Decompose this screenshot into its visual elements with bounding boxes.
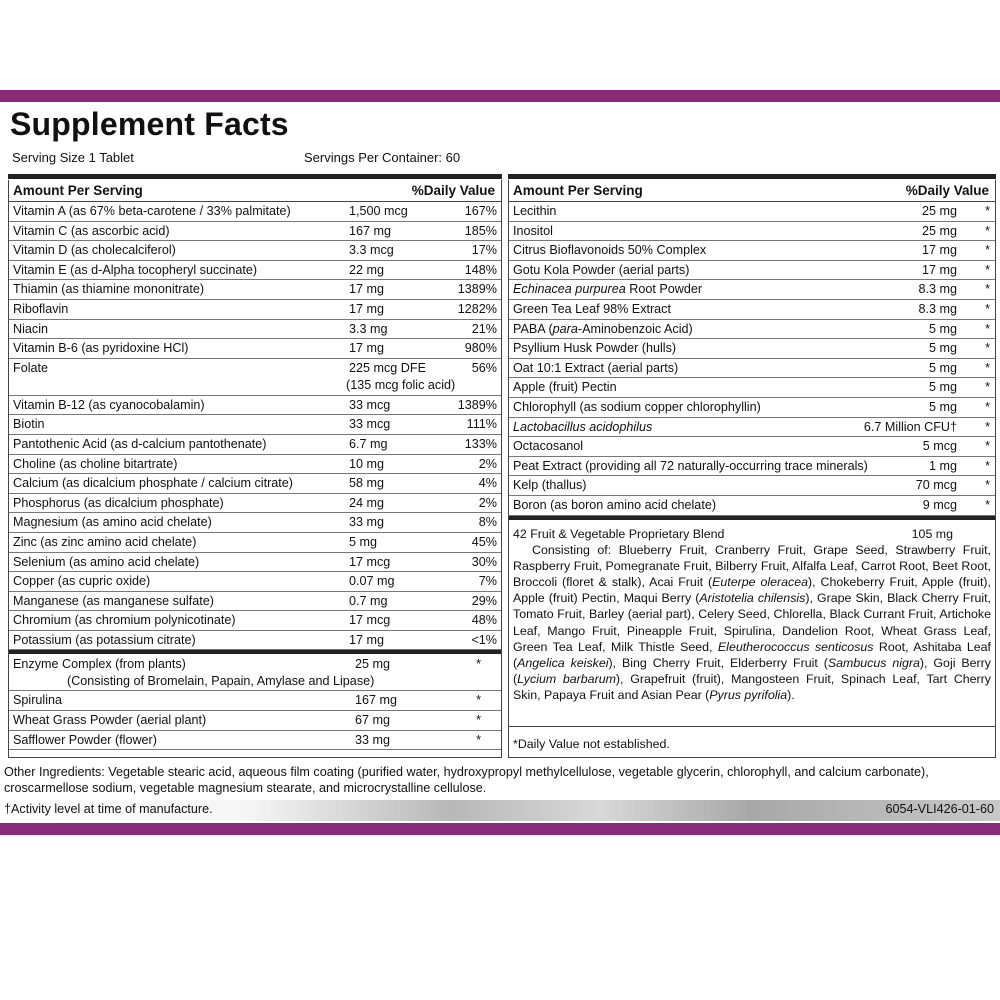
nutrient-dv: * bbox=[985, 321, 990, 336]
nutrient-name: PABA (para-Aminobenzoic Acid) bbox=[513, 321, 693, 336]
nutrient-dv: * bbox=[985, 439, 990, 454]
table-row bbox=[9, 222, 501, 242]
nutrient-name: Magnesium (as amino acid chelate) bbox=[13, 515, 212, 530]
table-row bbox=[509, 222, 995, 242]
nutrient-dv: 148% bbox=[464, 262, 497, 277]
table-row bbox=[9, 339, 501, 359]
table-row bbox=[9, 731, 501, 751]
blend-name: 42 Fruit & Vegetable Proprietary Blend bbox=[513, 526, 725, 541]
nutrient-amount: 8.3 mg bbox=[918, 301, 957, 316]
nutrient-sub-text: (Consisting of Bromelain, Papain, Amylase and Lipase) bbox=[67, 674, 375, 689]
nutrient-dv: * bbox=[985, 419, 990, 434]
nutrient-name: Apple (fruit) Pectin bbox=[513, 380, 617, 395]
table-row bbox=[509, 457, 995, 477]
nutrient-name: Copper (as cupric oxide) bbox=[13, 574, 151, 589]
nutrient-dv: * bbox=[476, 657, 481, 672]
nutrient-name: Niacin bbox=[13, 321, 48, 336]
nutrient-amount: 167 mg bbox=[349, 223, 392, 238]
nutrient-amount: 5 mcg bbox=[922, 439, 957, 454]
table-row bbox=[9, 359, 501, 396]
nutrient-name: Gotu Kola Powder (aerial parts) bbox=[513, 262, 690, 277]
nutrient-amount: 17 mcg bbox=[349, 613, 391, 628]
nutrient-amount: 58 mg bbox=[349, 476, 385, 491]
blend-amount: 105 mg bbox=[911, 526, 953, 541]
activity-note: †Activity level at time of manufacture. bbox=[4, 802, 213, 816]
page-title: Supplement Facts bbox=[10, 106, 289, 142]
table-row bbox=[509, 339, 995, 359]
nutrient-dv: * bbox=[985, 301, 990, 316]
nutrient-dv: * bbox=[476, 693, 481, 708]
nutrient-name: Choline (as choline bitartrate) bbox=[13, 456, 178, 471]
nutrient-dv: 17% bbox=[471, 243, 497, 258]
nutrient-amount: 17 mg bbox=[349, 301, 385, 316]
divider-right bbox=[508, 174, 996, 179]
table-row bbox=[9, 494, 501, 514]
table-row bbox=[9, 396, 501, 416]
nutrient-dv: * bbox=[985, 204, 990, 218]
nutrient-amount: 22 mg bbox=[349, 262, 385, 277]
table-header bbox=[9, 180, 501, 202]
nutrient-dv: * bbox=[985, 243, 990, 258]
nutrient-dv: 111% bbox=[466, 417, 497, 432]
table-row bbox=[509, 496, 995, 516]
nutrient-dv: * bbox=[985, 341, 990, 356]
nutrient-dv: 8% bbox=[478, 515, 497, 530]
nutrient-name: Oat 10:1 Extract (aerial parts) bbox=[513, 360, 679, 375]
nutrient-name: Safflower Powder (flower) bbox=[13, 732, 157, 747]
nutrient-name: Echinacea purpurea Root Powder bbox=[513, 282, 703, 297]
table-row bbox=[9, 415, 501, 435]
nutrient-amount: 17 mg bbox=[349, 632, 385, 647]
nutrient-name: Chlorophyll (as sodium copper chlorophyllin) bbox=[513, 399, 761, 414]
nutrient-amount: 6.7 mg bbox=[349, 436, 388, 451]
nutrient-table-left bbox=[8, 180, 502, 758]
table-row bbox=[9, 474, 501, 494]
table-row bbox=[509, 418, 995, 438]
serving-size: Serving Size 1 Tablet bbox=[12, 150, 134, 165]
nutrient-name: Wheat Grass Powder (aerial plant) bbox=[13, 713, 207, 728]
table-row bbox=[9, 654, 501, 691]
table-row bbox=[509, 300, 995, 320]
table-row bbox=[9, 611, 501, 631]
top-accent-bar bbox=[0, 90, 1000, 102]
nutrient-dv: 45% bbox=[471, 534, 497, 549]
nutrient-name: Lecithin bbox=[513, 204, 557, 218]
nutrient-name: Vitamin C (as ascorbic acid) bbox=[13, 223, 170, 238]
nutrient-amount: 9 mcg bbox=[922, 497, 957, 512]
nutrient-name: Biotin bbox=[13, 417, 45, 432]
nutrient-amount: 5 mg bbox=[349, 534, 377, 549]
table-row bbox=[9, 572, 501, 592]
table-row bbox=[509, 378, 995, 398]
table-row bbox=[9, 711, 501, 731]
header-amount: Amount Per Serving bbox=[513, 183, 643, 198]
nutrient-dv: 4% bbox=[478, 476, 497, 491]
table-row bbox=[509, 280, 995, 300]
nutrient-amount: 1 mg bbox=[929, 458, 957, 473]
nutrient-sub-amount: (135 mcg folic acid) bbox=[346, 377, 456, 392]
table-row bbox=[509, 437, 995, 457]
table-row bbox=[9, 202, 501, 222]
nutrient-dv: 2% bbox=[478, 495, 497, 510]
nutrient-amount: 1,500 mcg bbox=[349, 204, 408, 218]
nutrient-name: Manganese (as manganese sulfate) bbox=[13, 593, 214, 608]
nutrient-amount: 67 mg bbox=[355, 713, 391, 728]
table-row bbox=[509, 202, 995, 222]
nutrient-name: Zinc (as zinc amino acid chelate) bbox=[13, 534, 197, 549]
nutrient-name: Vitamin E (as d-Alpha tocopheryl succinate) bbox=[13, 262, 258, 277]
table-row bbox=[509, 476, 995, 496]
servings-per-container: Servings Per Container: 60 bbox=[304, 150, 461, 165]
nutrient-dv: * bbox=[985, 223, 990, 238]
nutrient-dv: 167% bbox=[464, 204, 497, 218]
nutrient-amount: 17 mcg bbox=[349, 554, 391, 569]
nutrient-amount: 6.7 Million CFU† bbox=[863, 419, 957, 434]
table-row bbox=[9, 513, 501, 533]
nutrient-dv: 56% bbox=[471, 360, 497, 375]
nutrient-dv: 29% bbox=[471, 593, 497, 608]
nutrient-name: Riboflavin bbox=[13, 301, 69, 316]
nutrient-dv: 980% bbox=[464, 341, 497, 356]
nutrient-dv: 21% bbox=[471, 321, 497, 336]
nutrient-dv: 133% bbox=[464, 436, 497, 451]
nutrient-dv: * bbox=[985, 262, 990, 277]
nutrient-name: Citrus Bioflavonoids 50% Complex bbox=[513, 243, 707, 258]
proprietary-blend bbox=[509, 520, 995, 704]
nutrient-name: Spirulina bbox=[13, 693, 63, 708]
nutrient-name: Peat Extract (providing all 72 naturally-occurring trace minerals) bbox=[513, 458, 868, 473]
nutrient-dv: 7% bbox=[478, 574, 497, 589]
nutrient-name: Chromium (as chromium polynicotinate) bbox=[13, 613, 236, 628]
table-row bbox=[9, 261, 501, 281]
nutrient-name: Vitamin B-6 (as pyridoxine HCl) bbox=[13, 341, 189, 356]
nutrient-name: Lactobacillus acidophilus bbox=[513, 419, 653, 434]
nutrient-dv: 1389% bbox=[457, 397, 497, 412]
nutrient-amount: 17 mg bbox=[921, 243, 957, 258]
table-row bbox=[9, 435, 501, 455]
nutrient-amount: 33 mcg bbox=[349, 417, 391, 432]
nutrient-name: Phosphorus (as dicalcium phosphate) bbox=[13, 495, 224, 510]
table-row bbox=[9, 533, 501, 553]
nutrient-dv: * bbox=[985, 380, 990, 395]
other-ingredients: Other Ingredients: Vegetable stearic acid, aqueous film coating (purified water, hydroxypropyl methylcellulose, vegetable glycerin, chlorophyll, and calcium carbonate), croscarmellose sodium, vegetable magnesium stearate, and microcrystalline cellulose. bbox=[4, 765, 929, 795]
bottom-accent-bar bbox=[0, 823, 1000, 835]
nutrient-dv: 48% bbox=[471, 613, 497, 628]
nutrient-amount: 17 mg bbox=[921, 262, 957, 277]
nutrient-dv: 1389% bbox=[457, 282, 497, 297]
table-row bbox=[509, 261, 995, 281]
nutrient-dv: * bbox=[476, 713, 481, 728]
nutrient-name: Thiamin (as thiamine mononitrate) bbox=[13, 282, 205, 297]
nutrient-dv: 30% bbox=[471, 554, 497, 569]
nutrient-amount: 25 mg bbox=[355, 657, 391, 672]
table-row bbox=[9, 592, 501, 612]
header-amount: Amount Per Serving bbox=[13, 183, 143, 198]
nutrient-name: Kelp (thallus) bbox=[513, 478, 587, 493]
note-divider bbox=[509, 726, 995, 727]
header-daily-value: %Daily Value bbox=[905, 183, 989, 198]
nutrient-dv: * bbox=[985, 497, 990, 512]
nutrient-dv: 185% bbox=[464, 223, 497, 238]
table-row bbox=[9, 300, 501, 320]
nutrient-dv: * bbox=[985, 399, 990, 414]
blend-description: Consisting of: Blueberry Fruit, Cranberry Fruit, Grape Seed, Strawberry Fruit, Raspberry Fruit, Pomegranate Fruit, Bilberry Fruit, Alfalfa Leaf, Carrot Root, Beet Root, Broccoli (floret & stalk), Acai Fruit (Euterpe oleracea), Chokeberry Fruit, Apple (fruit), Apple (fruit) Pectin, Maqui Berry (Aristotelia chilensis), Grape Skin, Black Cherry Fruit, Tomato Fruit, Barley (aerial part), Celery Seed, Chlorella, Black Currant Fruit, Artichoke Leaf, Mango Fruit, Pineapple Fruit, Spirulina, Dandelion Root, Wheat Grass Leaf, Green Tea Leaf, Milk Thistle Seed, Eleutherococcus senticosus Root, Ashitaba Leaf (Angelica keiskei), Bing Cherry Fruit, Elderberry Fruit (Sambucus nigra), Goji Berry (Lycium barbarum), Grapefruit (fruit), Mangosteen Fruit, Spinach Leaf, Tart Cherry Skin, Papaya Fruit and Asian Pear (Pyrus pyrifolia). bbox=[513, 542, 992, 703]
nutrient-amount: 3.3 mcg bbox=[349, 243, 394, 258]
table-header bbox=[509, 180, 995, 202]
table-row bbox=[9, 455, 501, 475]
nutrient-name: Enzyme Complex (from plants) bbox=[13, 657, 186, 672]
nutrient-name: Vitamin B-12 (as cyanocobalamin) bbox=[13, 397, 205, 412]
nutrient-dv: 2% bbox=[478, 456, 497, 471]
nutrient-amount: 5 mg bbox=[929, 341, 957, 356]
nutrient-amount: 17 mg bbox=[349, 341, 385, 356]
nutrient-name: Selenium (as amino acid chelate) bbox=[13, 554, 200, 569]
table-row bbox=[9, 320, 501, 340]
nutrient-amount: 8.3 mg bbox=[918, 282, 957, 297]
nutrient-amount: 33 mg bbox=[355, 732, 391, 747]
nutrient-name: Folate bbox=[13, 360, 49, 375]
nutrient-dv: * bbox=[476, 732, 481, 747]
nutrient-amount: 70 mcg bbox=[915, 478, 957, 493]
nutrient-name: Potassium (as potassium citrate) bbox=[13, 632, 196, 647]
table-row bbox=[9, 691, 501, 711]
nutrient-amount: 225 mcg DFE bbox=[349, 360, 426, 375]
nutrient-name: Pantothenic Acid (as d-calcium pantothenate) bbox=[13, 436, 267, 451]
nutrient-name: Green Tea Leaf 98% Extract bbox=[513, 301, 671, 316]
nutrient-name: Inositol bbox=[513, 223, 553, 238]
nutrient-amount: 167 mg bbox=[355, 693, 398, 708]
nutrient-amount: 5 mg bbox=[929, 380, 957, 395]
nutrient-amount: 5 mg bbox=[929, 321, 957, 336]
table-row bbox=[9, 631, 501, 651]
nutrient-dv: * bbox=[985, 282, 990, 297]
nutrient-amount: 33 mg bbox=[349, 515, 385, 530]
nutrient-amount: 25 mg bbox=[921, 223, 957, 238]
nutrient-amount: 3.3 mg bbox=[349, 321, 388, 336]
nutrient-amount: 10 mg bbox=[349, 456, 385, 471]
nutrient-dv: * bbox=[985, 360, 990, 375]
nutrient-dv: <1% bbox=[471, 632, 497, 647]
nutrient-dv: * bbox=[985, 478, 990, 493]
nutrient-amount: 0.7 mg bbox=[349, 593, 388, 608]
nutrient-dv: * bbox=[985, 458, 990, 473]
nutrient-amount: 5 mg bbox=[929, 399, 957, 414]
nutrient-amount: 17 mg bbox=[349, 282, 385, 297]
nutrient-amount: 5 mg bbox=[929, 360, 957, 375]
nutrient-name: Calcium (as dicalcium phosphate / calcium citrate) bbox=[13, 476, 293, 491]
nutrient-name: Vitamin A (as 67% beta-carotene / 33% palmitate) bbox=[13, 204, 291, 218]
nutrient-table-right bbox=[508, 180, 996, 758]
nutrient-name: Psyllium Husk Powder (hulls) bbox=[513, 341, 677, 356]
divider-left bbox=[8, 174, 502, 179]
daily-value-note: *Daily Value not established. bbox=[513, 737, 670, 751]
table-row bbox=[509, 241, 995, 261]
table-row bbox=[9, 280, 501, 300]
nutrient-name: Boron (as boron amino acid chelate) bbox=[513, 497, 717, 512]
nutrient-amount: 24 mg bbox=[349, 495, 385, 510]
nutrient-name: Vitamin D (as cholecalciferol) bbox=[13, 243, 176, 258]
header-daily-value: %Daily Value bbox=[411, 183, 495, 198]
product-code: 6054-VLI426-01-60 bbox=[885, 802, 994, 816]
nutrient-amount: 33 mcg bbox=[349, 397, 391, 412]
nutrient-amount: 25 mg bbox=[921, 204, 957, 218]
table-row bbox=[9, 553, 501, 573]
nutrient-amount: 0.07 mg bbox=[349, 574, 395, 589]
table-row bbox=[509, 320, 995, 340]
nutrient-dv: 1282% bbox=[457, 301, 497, 316]
table-row bbox=[509, 359, 995, 379]
table-row bbox=[509, 398, 995, 418]
nutrient-name: Octacosanol bbox=[513, 439, 584, 454]
table-row bbox=[9, 241, 501, 261]
